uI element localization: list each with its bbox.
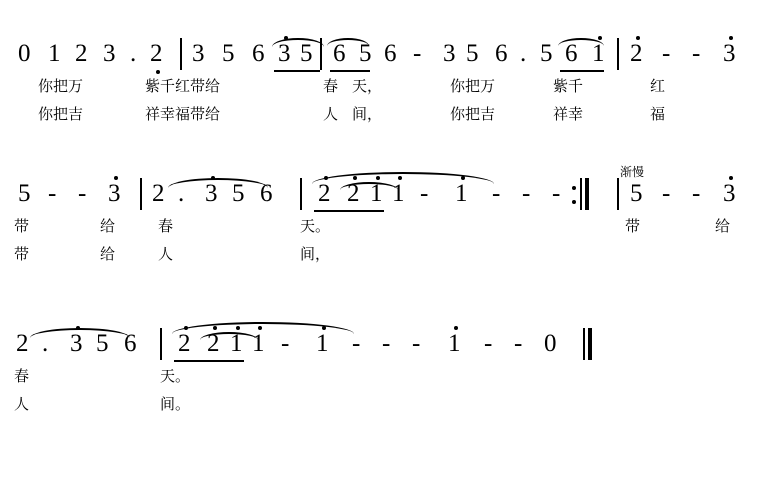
lyric-row-verse-1 xyxy=(0,214,778,240)
note-6: 6 xyxy=(384,40,397,67)
barline xyxy=(300,178,302,210)
octave-dot-above xyxy=(114,176,118,180)
note--: - xyxy=(413,40,422,67)
repeat-dot-bottom xyxy=(572,200,576,204)
barline xyxy=(617,178,619,210)
note-5: 5 xyxy=(96,330,109,357)
note-5: 5 xyxy=(359,40,372,67)
slur-arc xyxy=(200,332,258,348)
lyric-text: 给 xyxy=(100,217,116,235)
note-row xyxy=(0,30,778,74)
lyric-text: 带 xyxy=(14,245,30,263)
note-5: 5 xyxy=(222,40,235,67)
note--: - xyxy=(281,330,290,357)
note-2: 2 xyxy=(630,40,643,67)
note-2: 2 xyxy=(318,180,331,207)
note--: - xyxy=(692,40,701,67)
octave-dot-above xyxy=(598,36,602,40)
note-2: 2 xyxy=(152,180,165,207)
barline xyxy=(180,38,182,70)
note-3: 3 xyxy=(70,330,83,357)
note-dot: . xyxy=(42,330,49,357)
slur-arc xyxy=(340,182,398,198)
note--: - xyxy=(522,180,531,207)
note-3: 3 xyxy=(192,40,205,67)
note-3: 3 xyxy=(205,180,218,207)
note-3: 3 xyxy=(108,180,121,207)
lyric-text: 天， xyxy=(352,77,383,95)
note--: - xyxy=(514,330,523,357)
note-1: 1 xyxy=(316,330,329,357)
lyric-text: 你把万 xyxy=(450,77,496,95)
note-0: 0 xyxy=(18,40,31,67)
note-5: 5 xyxy=(630,180,643,207)
slur-arc xyxy=(558,38,604,54)
lyric-text: 人 xyxy=(158,245,174,263)
note--: - xyxy=(492,180,501,207)
lyric-text: 人 xyxy=(14,395,30,413)
lyric-text: 带 xyxy=(14,217,30,235)
under-beam xyxy=(344,210,384,212)
final-barline-thick xyxy=(588,328,592,360)
lyric-text: 你把万 xyxy=(38,77,84,95)
under-beam xyxy=(274,70,320,72)
lyric-text: 祥幸 xyxy=(553,105,584,123)
note-1: 1 xyxy=(370,180,383,207)
lyric-text: 给 xyxy=(715,217,731,235)
note-6: 6 xyxy=(333,40,346,67)
lyric-text: 天。 xyxy=(300,217,331,235)
lyric-text: 紫千 xyxy=(553,77,584,95)
lyric-text: 间， xyxy=(300,245,331,263)
lyric-text: 春 xyxy=(323,77,339,95)
note--: - xyxy=(382,330,391,357)
note-3: 3 xyxy=(278,40,291,67)
note--: - xyxy=(662,40,671,67)
barline xyxy=(140,178,142,210)
note-dot: . xyxy=(178,180,185,207)
lyric-row-verse-2 xyxy=(0,100,778,126)
lyric-text: 春 xyxy=(14,367,30,385)
lyric-text: 红 xyxy=(650,77,666,95)
note-dot: . xyxy=(130,40,137,67)
under-beam xyxy=(330,70,370,72)
note--: - xyxy=(552,180,561,207)
lyric-row-verse-1 xyxy=(0,74,778,100)
note--: - xyxy=(420,180,429,207)
note-2: 2 xyxy=(178,330,191,357)
lyric-row-verse-2 xyxy=(0,390,778,416)
note-6: 6 xyxy=(495,40,508,67)
note-row xyxy=(0,170,778,214)
note-5: 5 xyxy=(466,40,479,67)
note-5: 5 xyxy=(232,180,245,207)
note-3: 3 xyxy=(103,40,116,67)
lyric-text: 间， xyxy=(352,105,383,123)
barline xyxy=(160,328,162,360)
note-6: 6 xyxy=(260,180,273,207)
note--: - xyxy=(484,330,493,357)
note--: - xyxy=(48,180,57,207)
slur-arc xyxy=(272,38,324,56)
note-1: 1 xyxy=(448,330,461,357)
note-dot: . xyxy=(520,40,527,67)
note-6: 6 xyxy=(565,40,578,67)
tempo-marking: 渐慢 xyxy=(620,165,645,179)
final-barline-thin xyxy=(583,328,585,360)
repeat-barline-thick xyxy=(585,178,589,210)
repeat-barline-thin xyxy=(580,178,582,210)
note--: - xyxy=(662,180,671,207)
slur-arc xyxy=(172,322,354,346)
note-1: 1 xyxy=(455,180,468,207)
under-beam xyxy=(204,360,244,362)
note-6: 6 xyxy=(124,330,137,357)
lyric-text: 福 xyxy=(650,105,666,123)
note-2: 2 xyxy=(150,40,163,67)
octave-dot-above xyxy=(454,326,458,330)
note-5: 5 xyxy=(540,40,553,67)
lyric-text: 人 xyxy=(323,105,339,123)
note-3: 3 xyxy=(723,40,736,67)
note-row xyxy=(0,320,778,364)
lyric-row-verse-1 xyxy=(0,364,778,390)
repeat-dot-top xyxy=(572,186,576,190)
note-1: 1 xyxy=(392,180,405,207)
lyric-row-verse-2 xyxy=(0,240,778,266)
music-system xyxy=(0,30,778,170)
note-5: 5 xyxy=(18,180,31,207)
slur-arc xyxy=(327,38,369,54)
slur-arc xyxy=(168,178,268,198)
note-2: 2 xyxy=(207,330,220,357)
lyric-text: 紫千红带给 xyxy=(145,77,221,95)
lyric-text: 带 xyxy=(625,217,641,235)
note-3: 3 xyxy=(443,40,456,67)
lyric-text: 你把吉 xyxy=(38,105,84,123)
note--: - xyxy=(352,330,361,357)
note-1: 1 xyxy=(252,330,265,357)
note--: - xyxy=(412,330,421,357)
note--: - xyxy=(692,180,701,207)
note-2: 2 xyxy=(16,330,29,357)
note-6: 6 xyxy=(252,40,265,67)
lyric-text: 间。 xyxy=(160,395,191,413)
slur-arc xyxy=(312,172,494,196)
lyric-text: 天。 xyxy=(160,367,191,385)
lyric-text: 祥幸福带给 xyxy=(145,105,221,123)
music-system xyxy=(0,170,778,310)
music-system xyxy=(0,320,778,460)
under-beam xyxy=(560,70,604,72)
note-2: 2 xyxy=(75,40,88,67)
note-3: 3 xyxy=(723,180,736,207)
note-1: 1 xyxy=(230,330,243,357)
octave-dot-above xyxy=(729,176,733,180)
lyric-text: 春 xyxy=(158,217,174,235)
lyric-text: 你把吉 xyxy=(450,105,496,123)
slur-arc xyxy=(30,328,130,348)
note-2: 2 xyxy=(347,180,360,207)
octave-dot-above xyxy=(729,36,733,40)
note-1: 1 xyxy=(592,40,605,67)
octave-dot-above xyxy=(636,36,640,40)
barline xyxy=(617,38,619,70)
note--: - xyxy=(78,180,87,207)
note-1: 1 xyxy=(48,40,61,67)
note-5: 5 xyxy=(300,40,313,67)
lyric-text: 给 xyxy=(100,245,116,263)
note-0: 0 xyxy=(544,330,557,357)
